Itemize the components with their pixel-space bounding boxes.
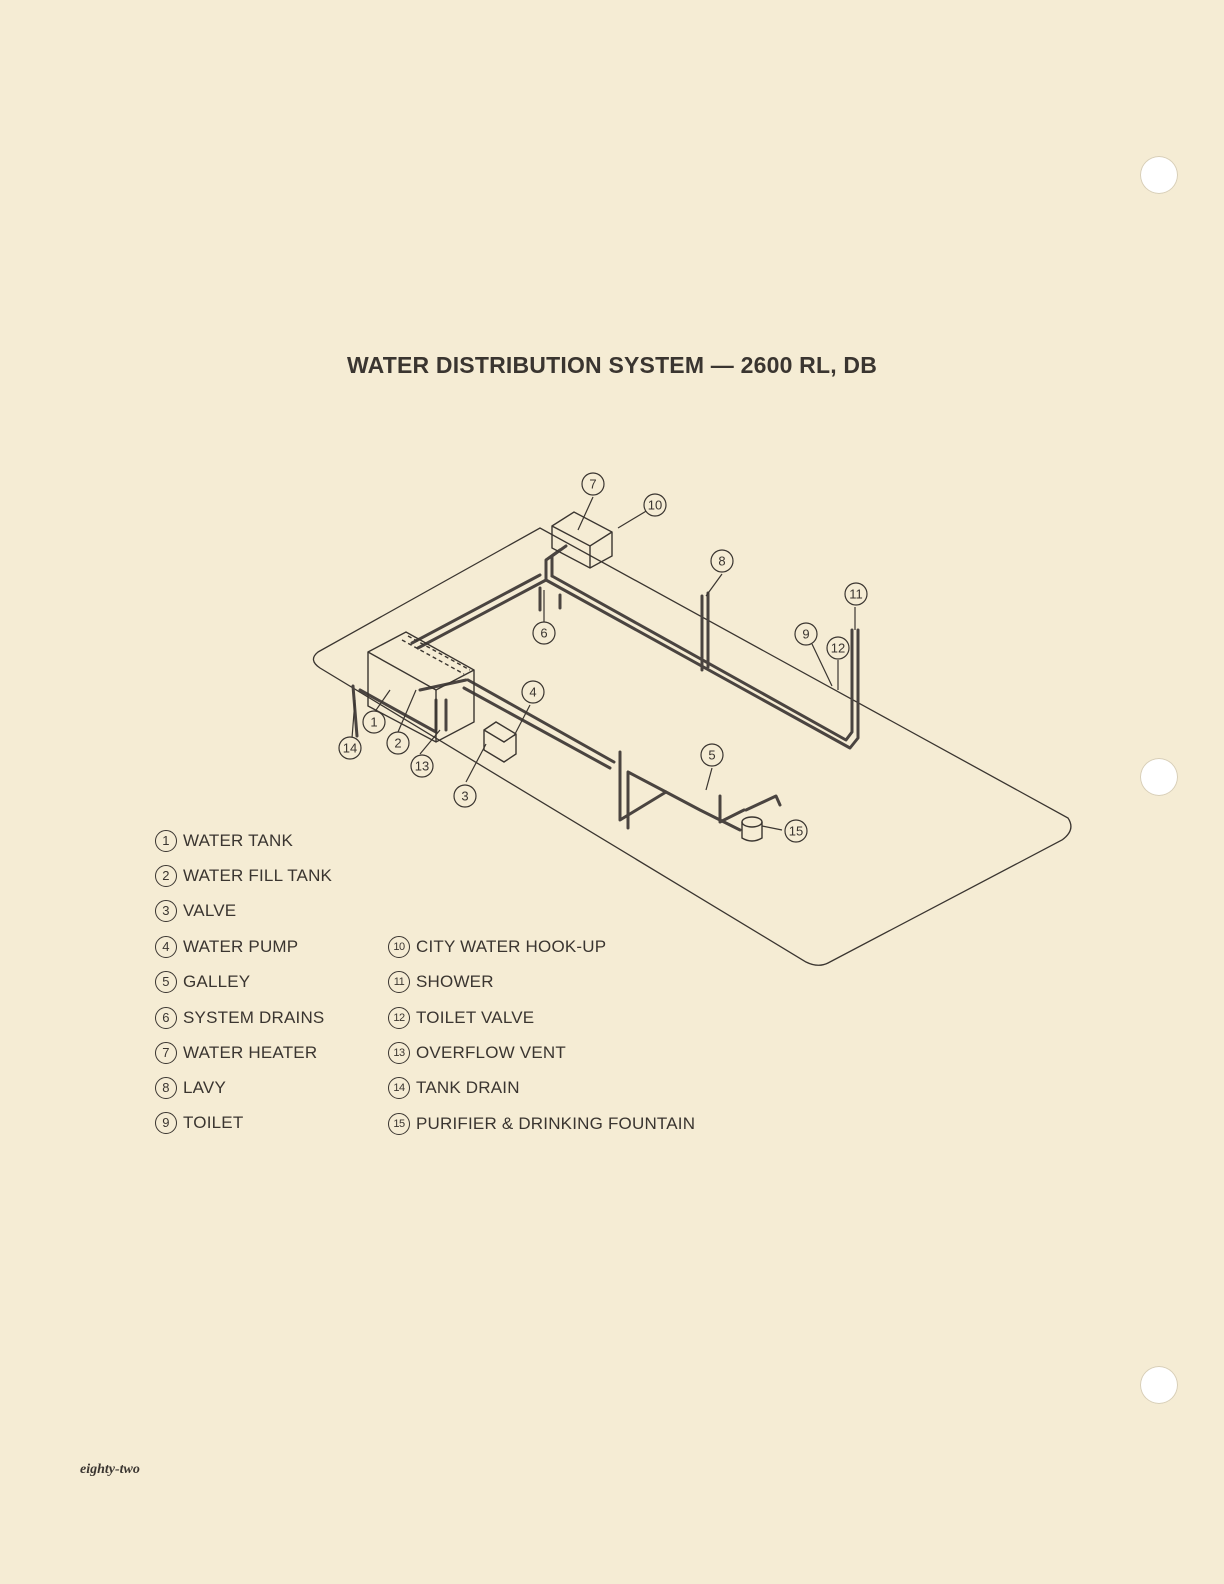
legend-item: 3 VALVE [155, 900, 236, 922]
svg-text:7: 7 [589, 476, 597, 492]
svg-text:1: 1 [370, 714, 378, 730]
drinking-fountain [742, 817, 762, 827]
legend-item: 5 GALLEY [155, 971, 250, 993]
legend-item: 2 WATER FILL TANK [155, 865, 332, 887]
callout-circles [339, 473, 867, 842]
legend-item: 4 WATER PUMP [155, 936, 298, 958]
plumbing-lines [353, 546, 858, 830]
legend-item: 7 WATER HEATER [155, 1042, 317, 1064]
legend-item: 10 CITY WATER HOOK-UP [388, 936, 606, 958]
floor-outline [313, 528, 1070, 965]
page-title: WATER DISTRIBUTION SYSTEM — 2600 RL, DB [346, 352, 878, 378]
svg-text:12: 12 [830, 640, 846, 656]
svg-text:6: 6 [540, 625, 548, 641]
svg-text:10: 10 [647, 497, 663, 513]
svg-text:5: 5 [708, 747, 716, 763]
legend-item: 6 SYSTEM DRAINS [155, 1007, 324, 1029]
legend-item: 8 LAVY [155, 1077, 226, 1099]
svg-text:8: 8 [718, 553, 726, 569]
page-number: eighty-two [80, 1462, 140, 1477]
legend-item: 15 PURIFIER & DRINKING FOUNTAIN [388, 1113, 695, 1135]
svg-text:3: 3 [461, 788, 469, 804]
water-pump-box [484, 722, 516, 762]
svg-text:11: 11 [849, 586, 863, 602]
callout-numbers [343, 477, 863, 839]
legend-item: 12 TOILET VALVE [388, 1007, 534, 1029]
components [368, 512, 762, 841]
legend-item: 9 TOILET [155, 1112, 243, 1134]
svg-text:15: 15 [788, 823, 804, 839]
legend-item: 13 OVERFLOW VENT [388, 1042, 566, 1064]
svg-text:2: 2 [394, 735, 402, 751]
legend-item: 11 SHOWER [388, 971, 494, 993]
svg-text:4: 4 [529, 684, 537, 700]
legend-item: 14 TANK DRAIN [388, 1077, 520, 1099]
svg-text:9: 9 [802, 626, 810, 642]
callouts [339, 473, 867, 842]
legend-item: 1 WATER TANK [155, 830, 293, 852]
svg-text:13: 13 [414, 758, 430, 774]
svg-text:14: 14 [342, 740, 358, 756]
